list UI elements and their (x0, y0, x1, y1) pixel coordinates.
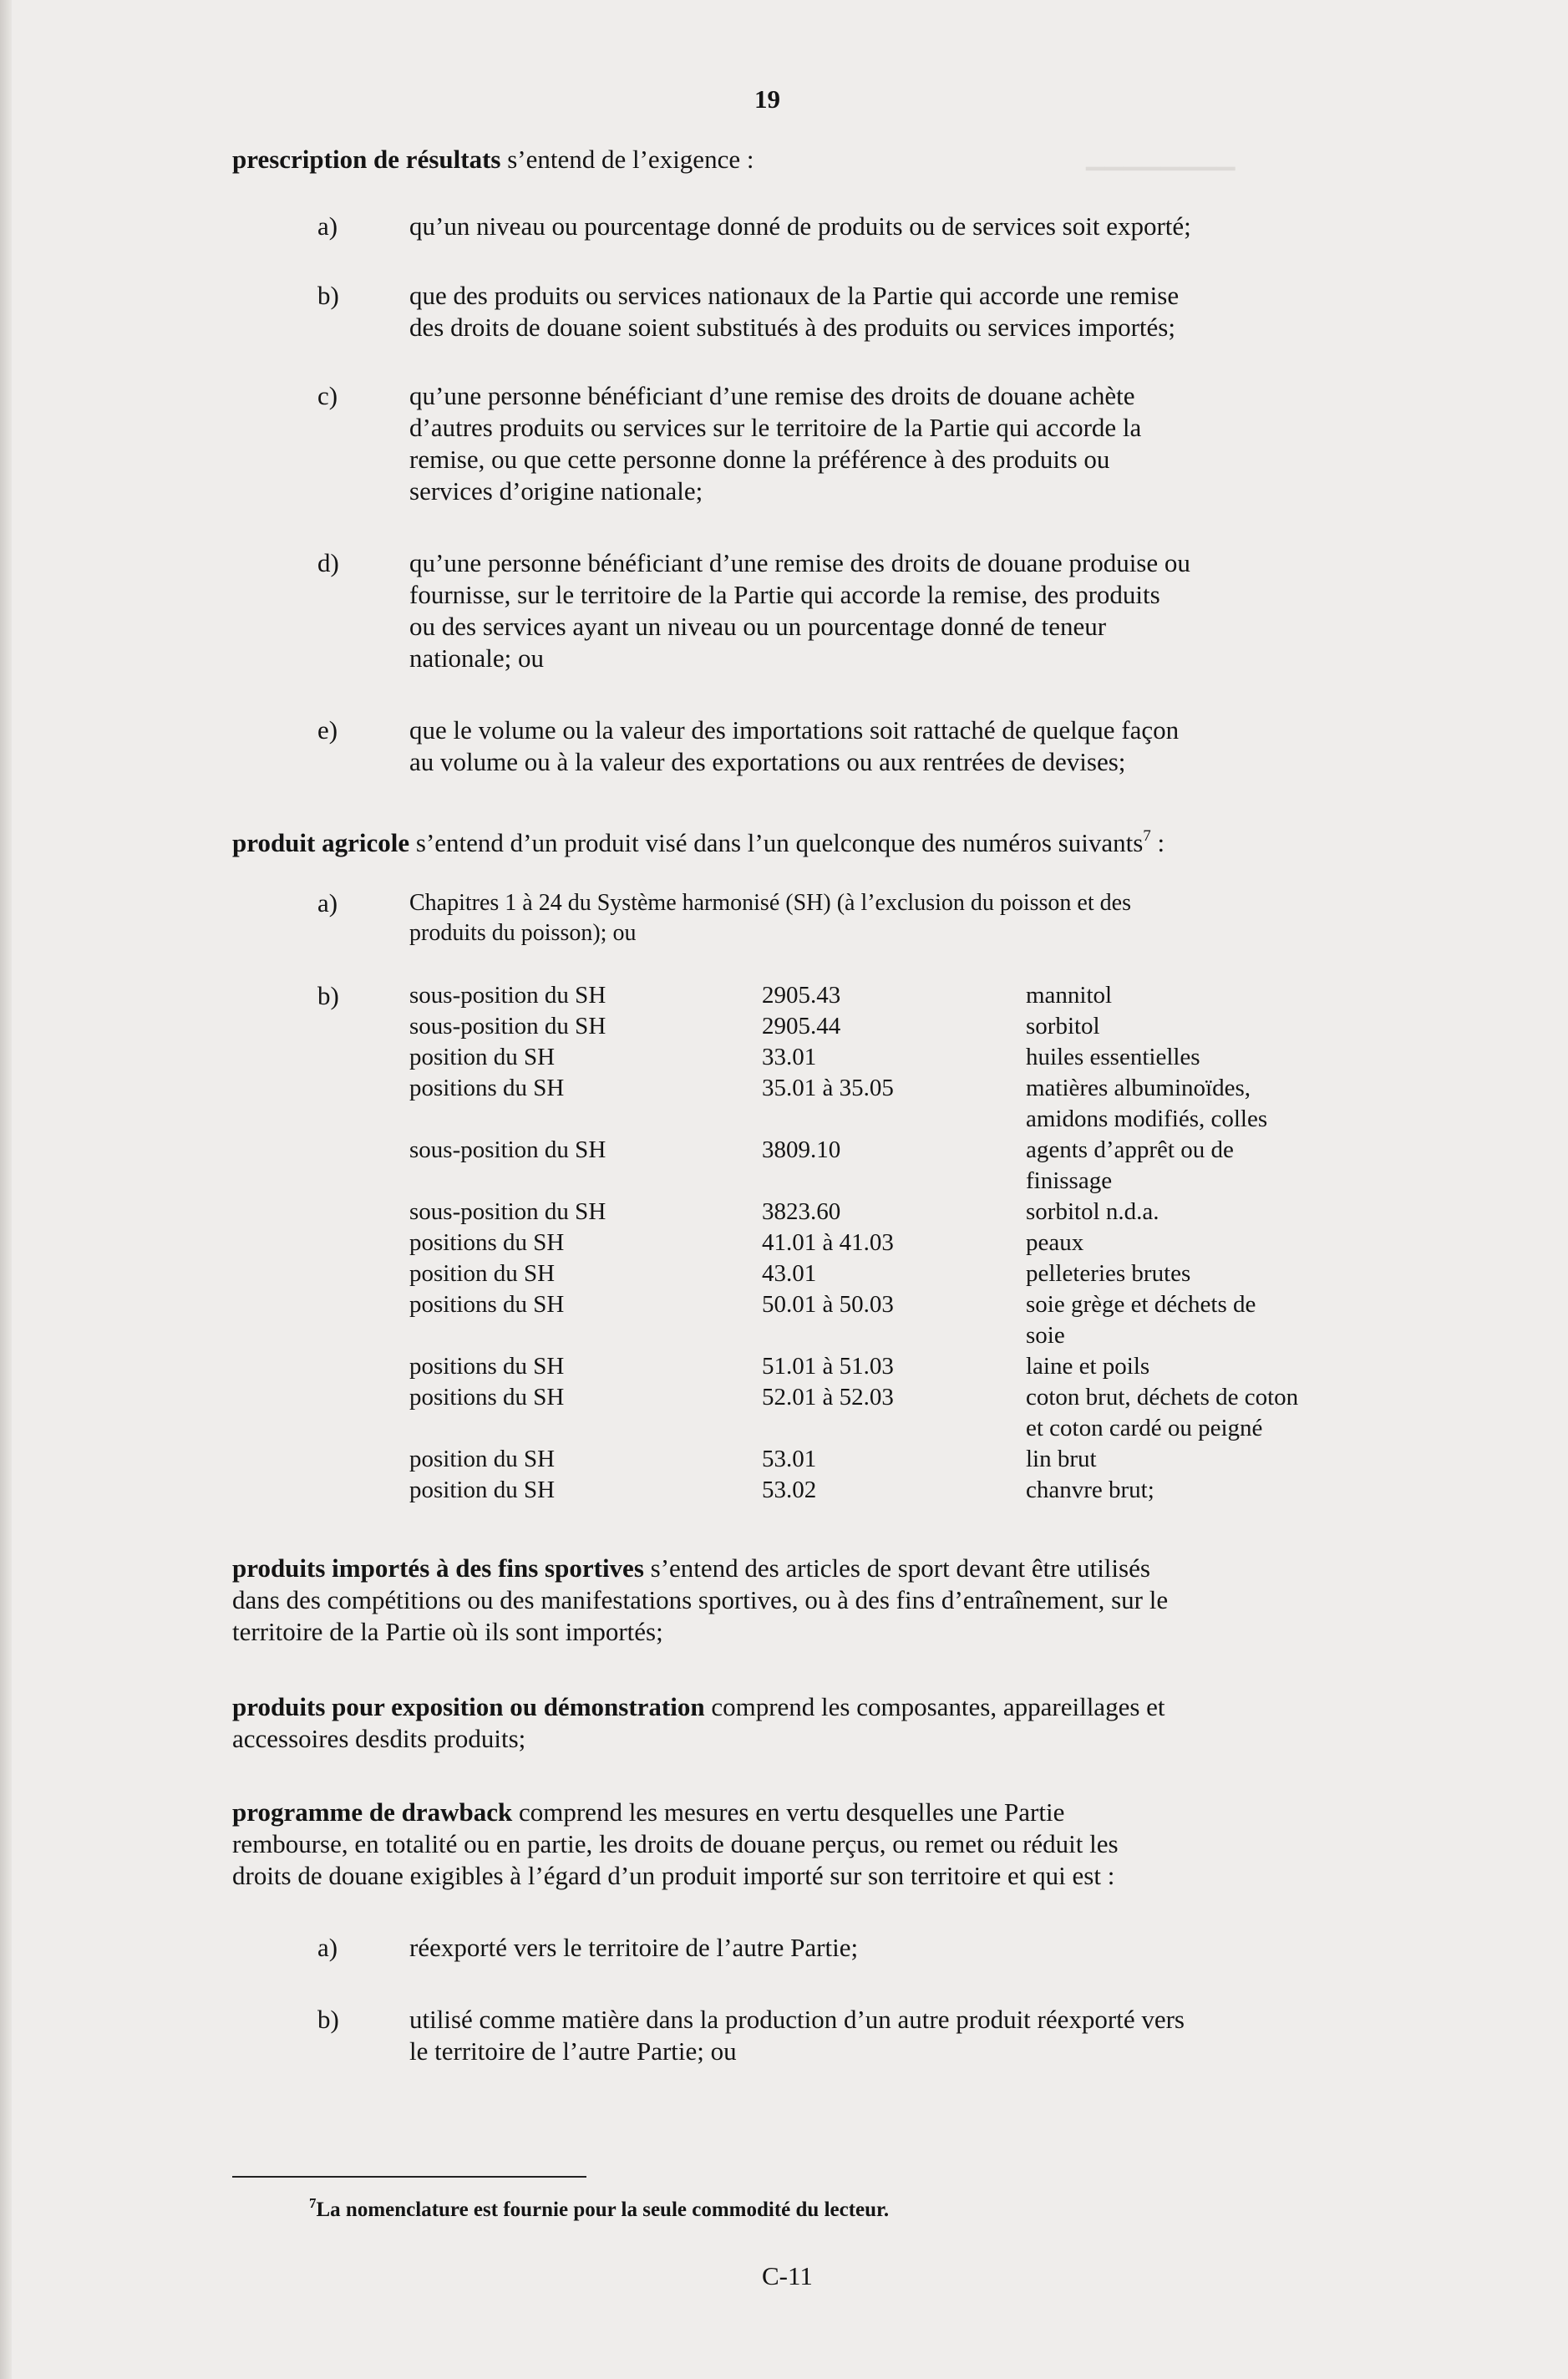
hs-description: huiles essentielles (1026, 1044, 1200, 1070)
hs-code: 53.02 (762, 1477, 817, 1503)
hs-description: coton brut, déchets de coton (1026, 1384, 1299, 1411)
definition-term: produits pour exposition ou démonstration (232, 1692, 705, 1721)
hs-position: positions du SH (409, 1384, 565, 1411)
footnote-number: 7 (309, 2195, 317, 2211)
hs-code: 43.01 (762, 1260, 817, 1287)
item-text-line: produits du poisson); ou (409, 920, 637, 946)
hs-position: sous-position du SH (409, 1136, 606, 1163)
item-text-line: Chapitres 1 à 24 du Système harmonisé (SH) (à l’exclusion du poisson et des (409, 890, 1131, 916)
hs-code: 33.01 (762, 1044, 817, 1070)
hs-code: 53.01 (762, 1446, 817, 1472)
hs-description: lin brut (1026, 1446, 1097, 1472)
definition-intro: s’entend de l’exigence : (500, 145, 754, 174)
hs-description: sorbitol n.d.a. (1026, 1198, 1160, 1225)
definition-text-line: comprend les composantes, appareillages et (704, 1692, 1165, 1721)
hs-position: positions du SH (409, 1075, 565, 1101)
hs-code: 50.01 à 50.03 (762, 1291, 894, 1318)
footer-page-code: C-11 (762, 2261, 813, 2290)
item-text-line: fournisse, sur le territoire de la Partie qui accorde la remise, des produits (409, 580, 1160, 609)
item-text-line: qu’une personne bénéficiant d’une remise des droits de douane produise ou (409, 548, 1190, 577)
hs-code: 3809.10 (762, 1136, 841, 1163)
hs-position: position du SH (409, 1446, 556, 1472)
hs-code: 41.01 à 41.03 (762, 1229, 894, 1256)
item-text-line: le territoire de l’autre Partie; ou (409, 2036, 737, 2066)
item-text-line: au volume ou à la valeur des exportations ou aux rentrées de devises; (409, 747, 1126, 776)
hs-code: 3823.60 (762, 1198, 841, 1225)
hs-description: pelleteries brutes (1026, 1260, 1191, 1287)
definition-term: prescription de résultats (232, 145, 501, 174)
hs-code: 52.01 à 52.03 (762, 1384, 894, 1411)
item-label: c) (317, 381, 338, 410)
hs-position: position du SH (409, 1477, 556, 1503)
definition-text-line: droits de douane exigibles à l’égard d’un produit importé sur son territoire et qui est : (232, 1861, 1115, 1890)
definition-term: produits importés à des fins sportives (232, 1553, 644, 1583)
hs-description: peaux (1026, 1229, 1084, 1256)
definition-text-line: rembourse, en totalité ou en partie, les droits de douane perçus, ou remet ou réduit les (232, 1829, 1119, 1858)
page-number: 19 (754, 84, 780, 114)
hs-description: et coton cardé ou peigné (1026, 1415, 1263, 1441)
definition-sportives (232, 1553, 1150, 1584)
definition-agricole (232, 821, 1165, 859)
item-text-line: d’autres produits ou services sur le territoire de la Partie qui accorde la (409, 413, 1142, 442)
hs-description: soie grège et déchets de (1026, 1291, 1256, 1318)
item-text-line: des droits de douane soient substitués à des produits ou services importés; (409, 313, 1175, 342)
item-text-line: que des produits ou services nationaux de la Partie qui accorde une remise (409, 281, 1180, 310)
hs-description: soie (1026, 1322, 1065, 1349)
item-label: e) (317, 715, 338, 745)
item-label: a) (317, 211, 338, 241)
definition-term: produit agricole (232, 828, 410, 857)
hs-position: position du SH (409, 1260, 556, 1287)
definition-text-line: dans des compétitions ou des manifestations sportives, ou à des fins d’entraînement, sur le (232, 1585, 1169, 1614)
item-text-line: services d’origine nationale; (409, 476, 703, 506)
item-text-line: réexporté vers le territoire de l’autre Partie; (409, 1933, 859, 1962)
item-label: a) (317, 888, 338, 918)
item-label: b) (317, 2005, 339, 2034)
item-text-line: utilisé comme matière dans la production d’un autre produit réexporté vers (409, 2005, 1185, 2034)
item-text-line: que le volume ou la valeur des importations soit rattaché de quelque façon (409, 715, 1180, 745)
hs-description: finissage (1026, 1167, 1113, 1194)
hs-code: 2905.44 (762, 1013, 841, 1040)
hs-description: agents d’apprêt ou de (1026, 1136, 1234, 1163)
item-label: d) (317, 548, 339, 577)
definition-prescription (232, 144, 754, 175)
hs-code: 35.01 à 35.05 (762, 1075, 894, 1101)
definition-text-line: territoire de la Partie où ils sont importés; (232, 1617, 663, 1646)
item-label: b) (317, 981, 339, 1010)
hs-position: positions du SH (409, 1291, 565, 1318)
definition-text-line: s’entend des articles de sport devant être utilisés (643, 1553, 1150, 1583)
hs-position: position du SH (409, 1044, 556, 1070)
definition-text-line: accessoires desdits produits; (232, 1724, 526, 1753)
definition-intro-end: : (1150, 828, 1165, 857)
hs-description: laine et poils (1026, 1353, 1150, 1380)
definition-intro: s’entend d’un produit visé dans l’un quelconque des numéros suivants (409, 828, 1144, 857)
hs-position: positions du SH (409, 1229, 565, 1256)
definition-text-line: comprend les mesures en vertu desquelles une Partie (512, 1797, 1065, 1827)
item-text-line: ou des services ayant un niveau ou un pourcentage donné de teneur (409, 612, 1107, 641)
hs-code: 51.01 à 51.03 (762, 1353, 894, 1380)
item-text-line: nationale; ou (409, 643, 544, 673)
footnote-reference: 7 (1143, 827, 1151, 845)
item-label: a) (317, 1933, 338, 1962)
definition-exposition (232, 1691, 1165, 1723)
footnote-separator (232, 2176, 586, 2178)
hs-description: sorbitol (1026, 1013, 1100, 1040)
hs-description: amidons modifiés, colles (1026, 1106, 1268, 1132)
footnote-text: La nomenclature est fournie pour la seule commodité du lecteur. (316, 2199, 890, 2221)
hs-position: positions du SH (409, 1353, 565, 1380)
item-label: b) (317, 281, 339, 310)
item-text-line: qu’une personne bénéficiant d’une remise des droits de douane achète (409, 381, 1135, 410)
item-text-line: remise, ou que cette personne donne la préférence à des produits ou (409, 445, 1110, 474)
definition-term: programme de drawback (232, 1797, 513, 1827)
hs-position: sous-position du SH (409, 982, 606, 1009)
item-text-line: qu’un niveau ou pourcentage donné de produits ou de services soit exporté; (409, 211, 1191, 241)
hs-description: mannitol (1026, 982, 1113, 1009)
hs-position: sous-position du SH (409, 1013, 606, 1040)
definition-drawback (232, 1797, 1064, 1828)
footnote (309, 2195, 889, 2222)
hs-position: sous-position du SH (409, 1198, 606, 1225)
hs-description: matières albuminoïdes, (1026, 1075, 1251, 1101)
hs-code: 2905.43 (762, 982, 841, 1009)
bleed-through: ▁▁▁▁▁▁▁▁ (1086, 144, 1236, 170)
hs-description: chanvre brut; (1026, 1477, 1154, 1503)
